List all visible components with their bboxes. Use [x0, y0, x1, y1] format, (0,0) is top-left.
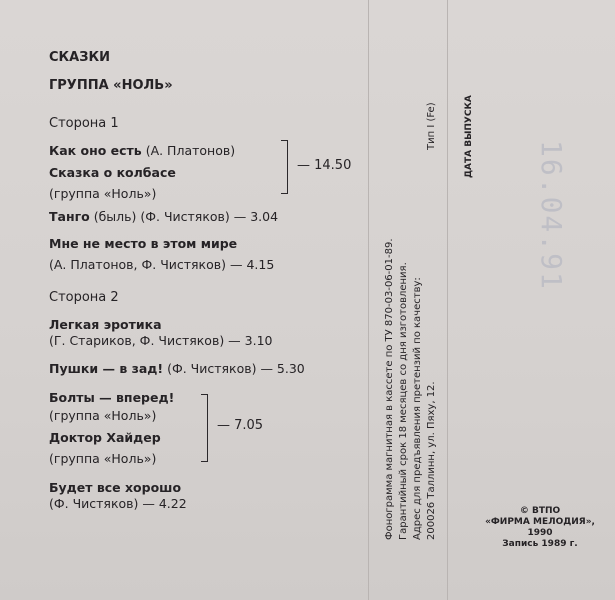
track-credit: (быль) (Ф. Чистяков) — 3.04	[93, 209, 279, 224]
track-credit: (Ф. Чистяков) — 5.30	[167, 361, 305, 376]
spine-line: Гарантийный срок 18 месяцев со дня изготовления.	[398, 262, 409, 540]
spine-line: Фонограмма магнитная в кассете по ТУ 870-03-06-01-89.	[384, 238, 395, 540]
album-title: СКАЗКИ	[49, 50, 110, 65]
track	[49, 144, 235, 158]
track-title: Танго	[49, 209, 90, 224]
side-2-label: Сторона 2	[49, 290, 119, 305]
track-credit: (Г. Стариков, Ф. Чистяков) — 3.10	[49, 333, 273, 348]
track-title: Доктор Хайдер	[49, 430, 161, 445]
track-credit: (группа «Ноль»)	[49, 451, 157, 466]
track-credit: (группа «Ноль»)	[49, 408, 157, 423]
spine-line: 200026 Таллинн, ул. Пяху, 12.	[426, 381, 437, 540]
track-credit: (Ф. Чистяков) — 4.22	[49, 496, 187, 511]
track-title: Как оно есть	[49, 143, 142, 158]
spine-line: Адрес для предъявления претензий по качеству:	[412, 277, 423, 540]
track-title: Сказка о колбасе	[49, 165, 176, 180]
copyright-line: «ФИРМА МЕЛОДИЯ»,	[485, 517, 595, 527]
fold-line	[368, 0, 369, 600]
track-credit: (А. Платонов)	[145, 143, 236, 158]
track-title: Мне не место в этом мире	[49, 236, 238, 251]
copyright-line: Запись 1989 г.	[502, 539, 578, 549]
track-title: Пушки — в зад!	[49, 361, 164, 376]
track-credit: (группа «Ноль»)	[49, 186, 157, 201]
copyright-line: 1990	[527, 528, 553, 538]
track	[49, 210, 278, 224]
tape-type: Тип I (Fe)	[426, 102, 437, 150]
band-name: ГРУППА «НОЛЬ»	[49, 78, 173, 93]
group-duration: — 7.05	[217, 418, 264, 433]
track-title: Будет все хорошо	[49, 480, 182, 495]
track-group-bracket	[201, 394, 208, 462]
fold-line	[447, 0, 448, 600]
side-1-label: Сторона 1	[49, 116, 119, 131]
track-title: Болты — вперед!	[49, 390, 175, 405]
track	[49, 362, 305, 376]
copyright-block	[470, 506, 610, 550]
track-group-bracket	[281, 140, 288, 194]
group-duration: — 14.50	[297, 158, 352, 173]
track-title: Легкая эротика	[49, 317, 162, 332]
release-date-stamp: 16.04.91	[535, 140, 568, 291]
release-date-label: ДАТА ВЫПУСКА	[464, 95, 474, 178]
copyright-line: © ВТПО	[519, 506, 561, 516]
track-credit: (А. Платонов, Ф. Чистяков) — 4.15	[49, 257, 275, 272]
